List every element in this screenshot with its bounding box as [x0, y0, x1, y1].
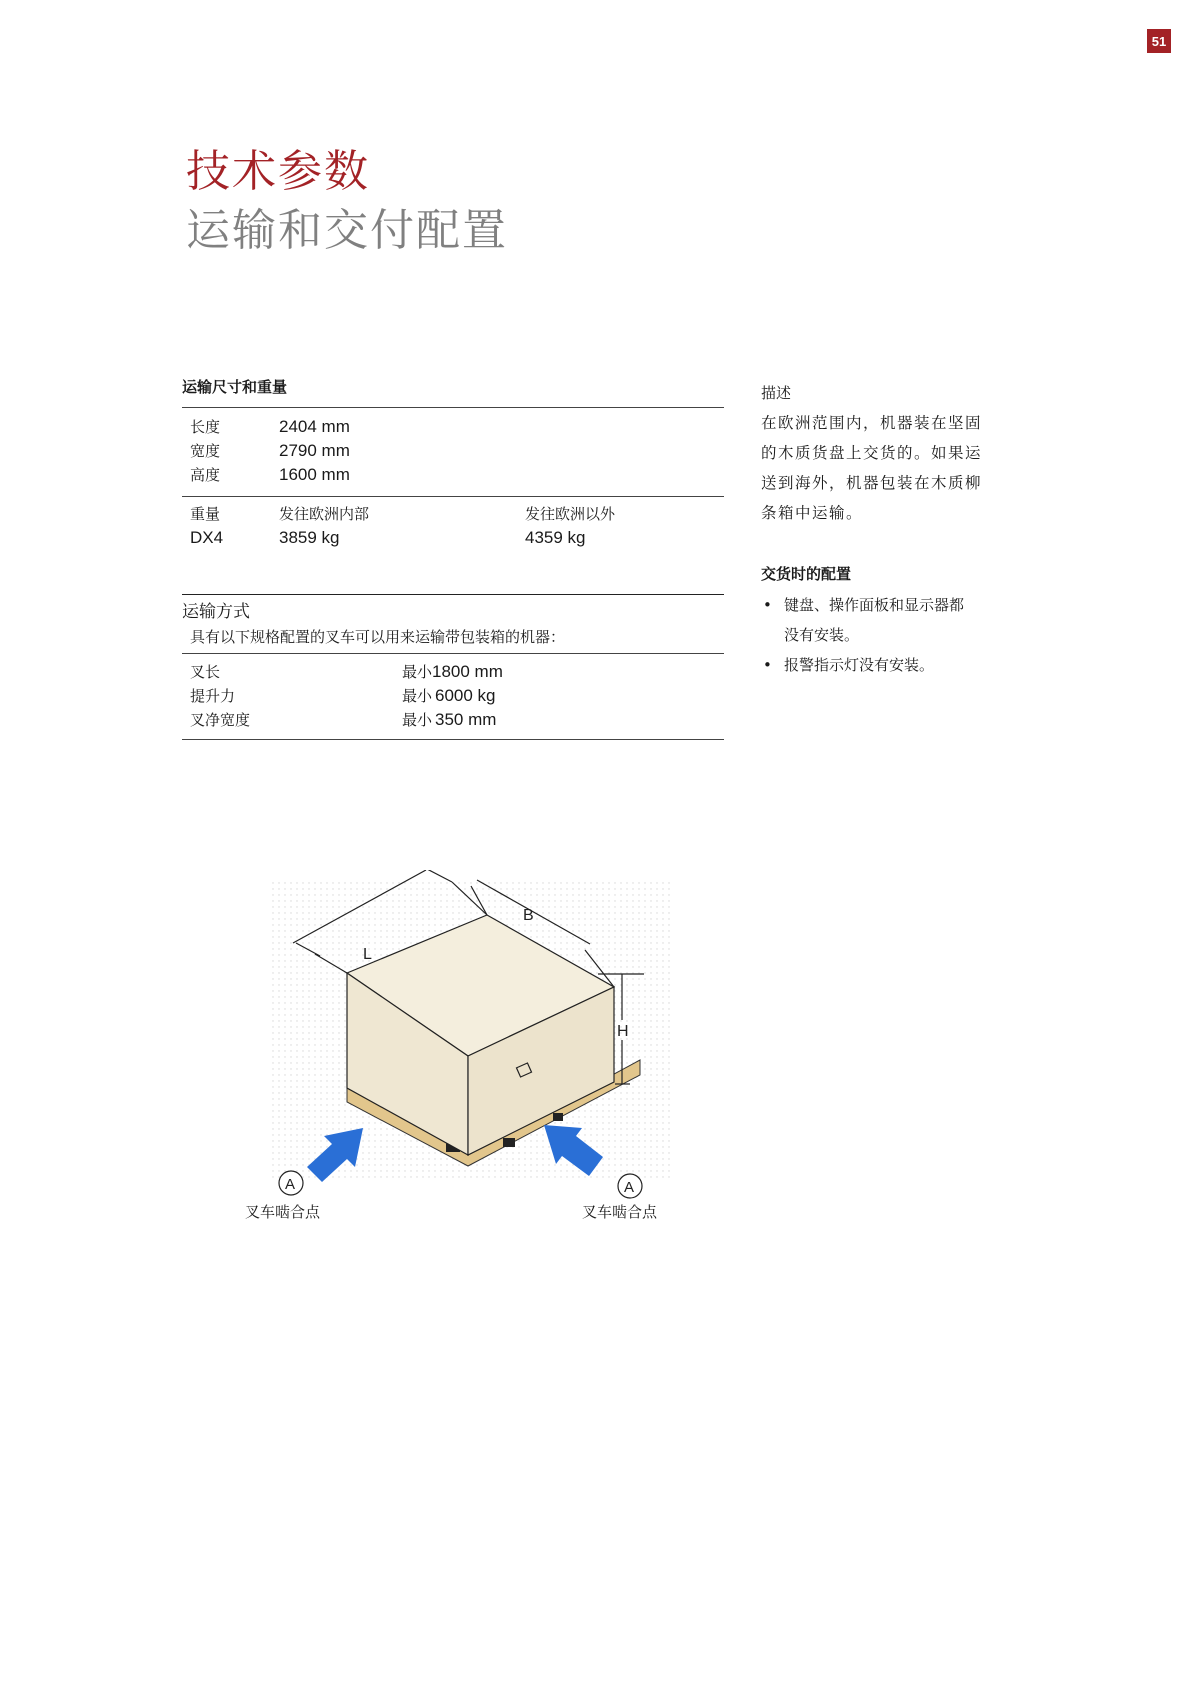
transport-intro: 具有以下规格配置的叉车可以用来运输带包装箱的机器： — [190, 628, 566, 646]
dimension-label-b: B — [523, 907, 534, 924]
min-prefix: 最小 — [402, 663, 433, 681]
dimension-row-length — [182, 415, 724, 439]
list-item — [761, 590, 1021, 650]
dimensions-table — [182, 408, 724, 487]
dimension-value: 2404 mm — [279, 417, 350, 436]
forklift-point-label-right: 叉车啮合点 — [582, 1203, 658, 1221]
page-title: 技术参数 — [186, 146, 370, 197]
list-item-line: • 报警指示灯没有安装。 — [784, 656, 935, 674]
dimensions-heading: 运输尺寸和重量 — [182, 378, 288, 396]
dimension-label-h: H — [617, 1023, 629, 1040]
dimension-row-height — [182, 463, 724, 487]
weight-label: 重量 — [190, 505, 221, 523]
list-item-line: 没有安装。 — [784, 626, 860, 644]
min-prefix: 最小 — [402, 687, 433, 705]
forklift-point-label-left: 叉车啮合点 — [245, 1203, 321, 1221]
list-item — [761, 650, 1021, 680]
divider — [182, 594, 724, 595]
delivery-list — [761, 590, 1021, 680]
marker-a-left-label: A — [285, 1176, 296, 1193]
dimension-row-width — [182, 439, 724, 463]
divider — [182, 739, 724, 740]
description-line: 送到海外，机器包装在木质柳 — [761, 474, 983, 492]
description-heading: 描述 — [761, 384, 792, 402]
transport-row-fork-width — [182, 708, 724, 732]
transport-label: 叉长 — [190, 663, 221, 681]
dimension-label: 高度 — [190, 466, 221, 484]
weight-europe: 3859 kg — [279, 528, 340, 547]
transport-row-fork-length — [182, 660, 724, 684]
page-number: 51 — [1147, 29, 1171, 53]
crate-diagram — [260, 870, 690, 1200]
min-prefix: 最小 — [402, 711, 433, 729]
weight-row-dx4 — [182, 526, 724, 550]
dimension-value: 1600 mm — [279, 465, 350, 484]
transport-label: 叉净宽度 — [190, 711, 251, 729]
description-text — [761, 408, 1021, 528]
description-line: 条箱中运输。 — [761, 504, 864, 522]
crate-illustration — [260, 870, 690, 1200]
dimension-label-l: L — [363, 946, 372, 963]
transport-label: 提升力 — [190, 687, 236, 705]
specs-column — [182, 376, 724, 740]
dimension-label: 宽度 — [190, 442, 221, 460]
page-subtitle: 运输和交付配置 — [186, 205, 508, 256]
transport-value: 6000 kg — [435, 686, 496, 705]
weight-col-europe: 发往欧洲内部 — [279, 505, 370, 523]
dimension-label: 长度 — [190, 418, 221, 436]
description-column — [761, 378, 1021, 680]
delivery-heading: 交货时的配置 — [761, 565, 852, 583]
transport-heading: 运输方式 — [182, 602, 250, 622]
model-name: DX4 — [190, 528, 224, 547]
description-line: 的木质货盘上交货的。如果运 — [761, 444, 983, 462]
description-line: 在欧洲范围内，机器装在坚固 — [761, 414, 983, 432]
weight-header-row — [182, 502, 724, 526]
weight-overseas: 4359 kg — [525, 528, 586, 547]
list-item-line: • 键盘、操作面板和显示器都 — [784, 596, 965, 614]
transport-row-lift — [182, 684, 724, 708]
weight-table — [182, 497, 724, 550]
transport-table — [182, 654, 724, 732]
transport-value: 1800 mm — [432, 662, 503, 681]
weight-col-overseas: 发往欧洲以外 — [525, 505, 616, 523]
dimension-value: 2790 mm — [279, 441, 350, 460]
transport-value: 350 mm — [435, 710, 497, 729]
marker-a-right-label: A — [624, 1179, 635, 1196]
